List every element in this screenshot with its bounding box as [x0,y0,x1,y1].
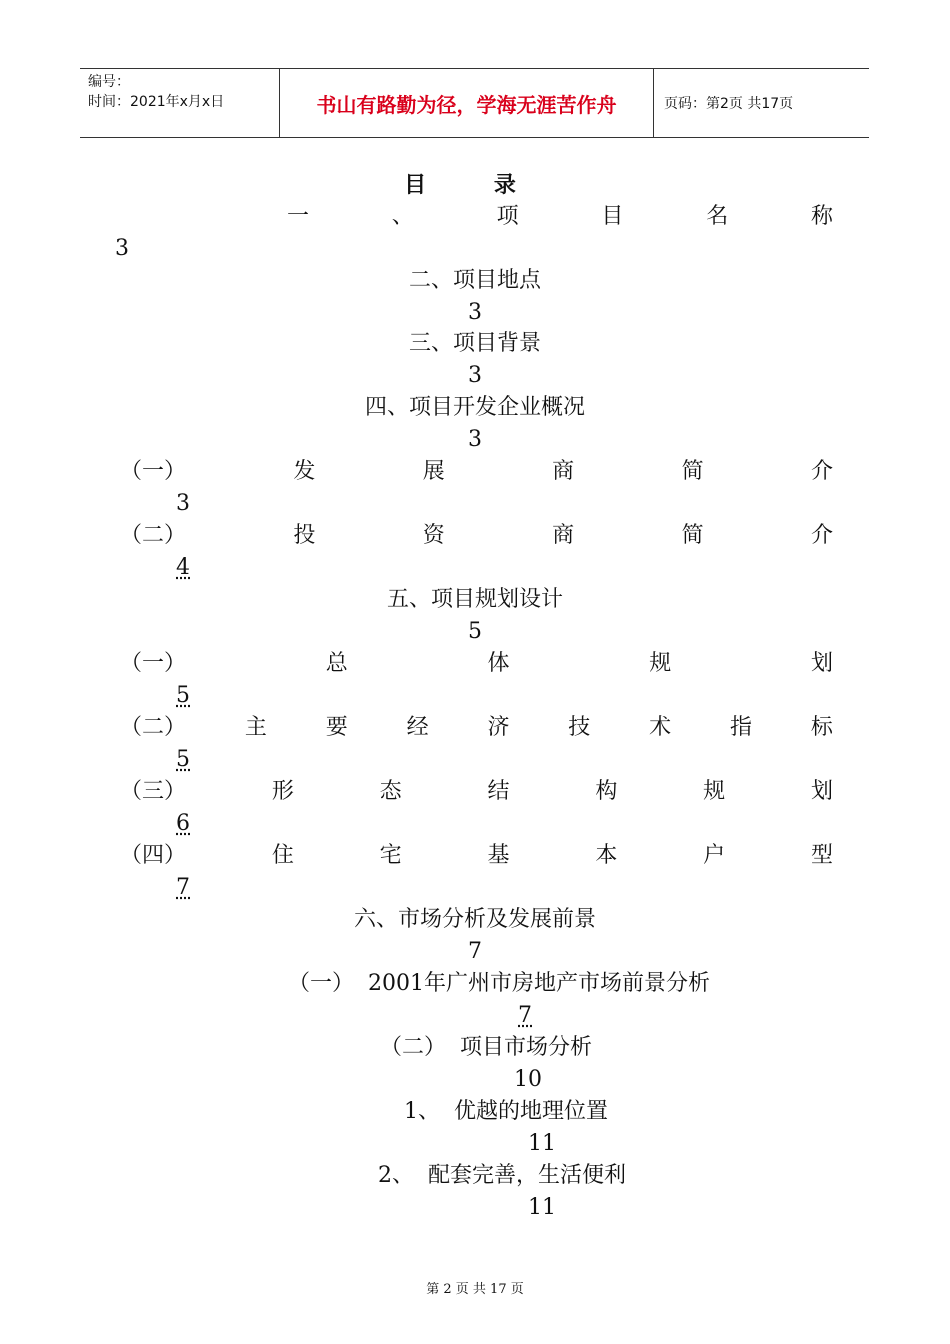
toc-item-4-2-part: 介 [810,523,833,548]
toc-item-4-1-part: 发 [293,459,316,484]
toc-item-4-1-part: 介 [810,459,833,484]
toc-item-5-1[interactable] [120,649,833,679]
toc-item-5-3-part: 结 [487,779,510,804]
toc-item-4-2-part: 简 [681,523,704,548]
toc-item-5-3-part: 规 [703,779,726,804]
page-header [80,68,869,138]
toc-item-5-2-part: 技 [568,715,591,740]
toc-item-4-1[interactable] [120,457,833,487]
toc-item-5-2-page[interactable]: 5 [176,747,190,772]
toc-item-5-2-part: 指 [730,715,753,740]
toc-item-5-4-page[interactable]: 7 [176,875,190,900]
toc-item-6-2[interactable]: （二） 项目市场分析 [380,1035,592,1060]
toc-item-6-page[interactable]: 7 [468,939,482,964]
toc-item-1-page[interactable]: 3 [115,236,129,261]
motto-text: 书山有路勤为径，学海无涯苦作舟 [316,92,617,117]
toc-item-4[interactable]: 四、项目开发企业概况 [364,395,585,420]
toc-item-6-2-page[interactable]: 10 [514,1067,542,1092]
toc-item-4-1-part: （一） [120,459,187,484]
toc-item-5-2-part: 济 [487,715,510,740]
page-info-text: 页码：第2页 共17页 [664,96,794,112]
time-label: 时间：2021年x月x日 [88,94,225,110]
toc-item-5-3-part: 划 [810,779,833,804]
toc-item-4-2-part: 商 [552,523,575,548]
toc-item-5-2-part: （二） [120,715,187,740]
toc-item-5-4[interactable] [120,841,833,871]
toc-item-5-3[interactable] [120,777,833,807]
toc-item-5-2-part: 要 [325,715,348,740]
toc-item-5-3-page[interactable]: 6 [176,811,190,836]
toc-item-5-1-page[interactable]: 5 [176,683,190,708]
toc-item-5-4-part: 型 [810,843,833,868]
toc-item-4-1-part: 简 [681,459,704,484]
toc-item-4-1-page[interactable]: 3 [176,491,190,516]
toc-item-5-2-part: 标 [810,715,833,740]
toc-item-5-2-part: 经 [406,715,429,740]
toc-item-5[interactable]: 五、项目规划设计 [386,587,563,612]
toc-item-5-3-part: 态 [379,779,402,804]
toc-item-2-page[interactable]: 3 [468,300,482,325]
toc-item-1-part: 称 [810,204,833,229]
toc-item-4-2-page[interactable]: 4 [176,555,190,580]
toc-item-4-2-part: 资 [422,523,445,548]
toc-item-4-2[interactable] [120,521,833,551]
toc-item-5-page[interactable]: 5 [468,619,482,644]
toc-item-4-2-part: （二） [120,523,187,548]
toc-title: 目 录 [404,172,546,198]
toc-item-5-1-part: 划 [810,651,833,676]
toc-item-5-4-part: 宅 [379,843,402,868]
toc-item-5-1-part: 总 [325,651,348,676]
toc-item-5-2[interactable] [120,713,833,743]
toc-item-3-page[interactable]: 3 [468,363,482,388]
toc-item-5-4-part: （四） [120,843,187,868]
toc-item-4-1-part: 商 [552,459,575,484]
toc-item-4-page[interactable]: 3 [468,427,482,452]
toc-item-6-1-page[interactable]: 7 [518,1003,532,1028]
toc-item-5-4-part: 基 [487,843,510,868]
toc-item-6[interactable]: 六、市场分析及发展前景 [353,907,596,932]
toc-item-6-2-2-page[interactable]: 11 [528,1195,556,1220]
toc-item-5-2-part: 主 [244,715,267,740]
toc-item-4-1-part: 展 [422,459,445,484]
toc-item-1-part: 目 [601,204,624,229]
toc-item-1[interactable] [287,202,833,232]
toc-item-3[interactable]: 三、项目背景 [408,331,541,356]
toc-item-5-1-part: 体 [487,651,510,676]
toc-item-5-3-part: 形 [271,779,294,804]
toc-item-1-part: 名 [706,204,729,229]
toc-item-2[interactable]: 二、项目地点 [408,268,541,293]
toc-item-5-3-part: 构 [595,779,618,804]
toc-item-6-1[interactable]: （一） 2001年广州市房地产市场前景分析 [288,971,710,996]
header-motto [280,69,654,137]
toc-item-6-2-1[interactable]: 1、 优越的地理位置 [404,1099,608,1124]
toc-item-5-4-part: 本 [595,843,618,868]
toc-item-5-1-part: 规 [649,651,672,676]
toc-item-6-2-1-page[interactable]: 11 [528,1131,556,1156]
toc-item-5-4-part: 住 [271,843,294,868]
toc-item-5-4-part: 户 [703,843,726,868]
header-page-info [654,69,869,137]
page-footer: 第 2 页 共 17 页 [426,1282,524,1297]
toc-item-5-2-part: 术 [649,715,672,740]
number-label: 编号： [88,74,130,90]
toc-item-5-1-part: （一） [120,651,187,676]
toc-item-1-part: 项 [496,204,519,229]
toc-item-4-2-part: 投 [293,523,316,548]
toc-item-1-part: 、 [391,204,414,229]
toc-item-6-2-2[interactable]: 2、 配套完善，生活便利 [378,1163,626,1188]
toc-item-5-3-part: （三） [120,779,187,804]
toc-item-1-part: 一 [287,204,310,229]
header-meta [80,69,280,137]
